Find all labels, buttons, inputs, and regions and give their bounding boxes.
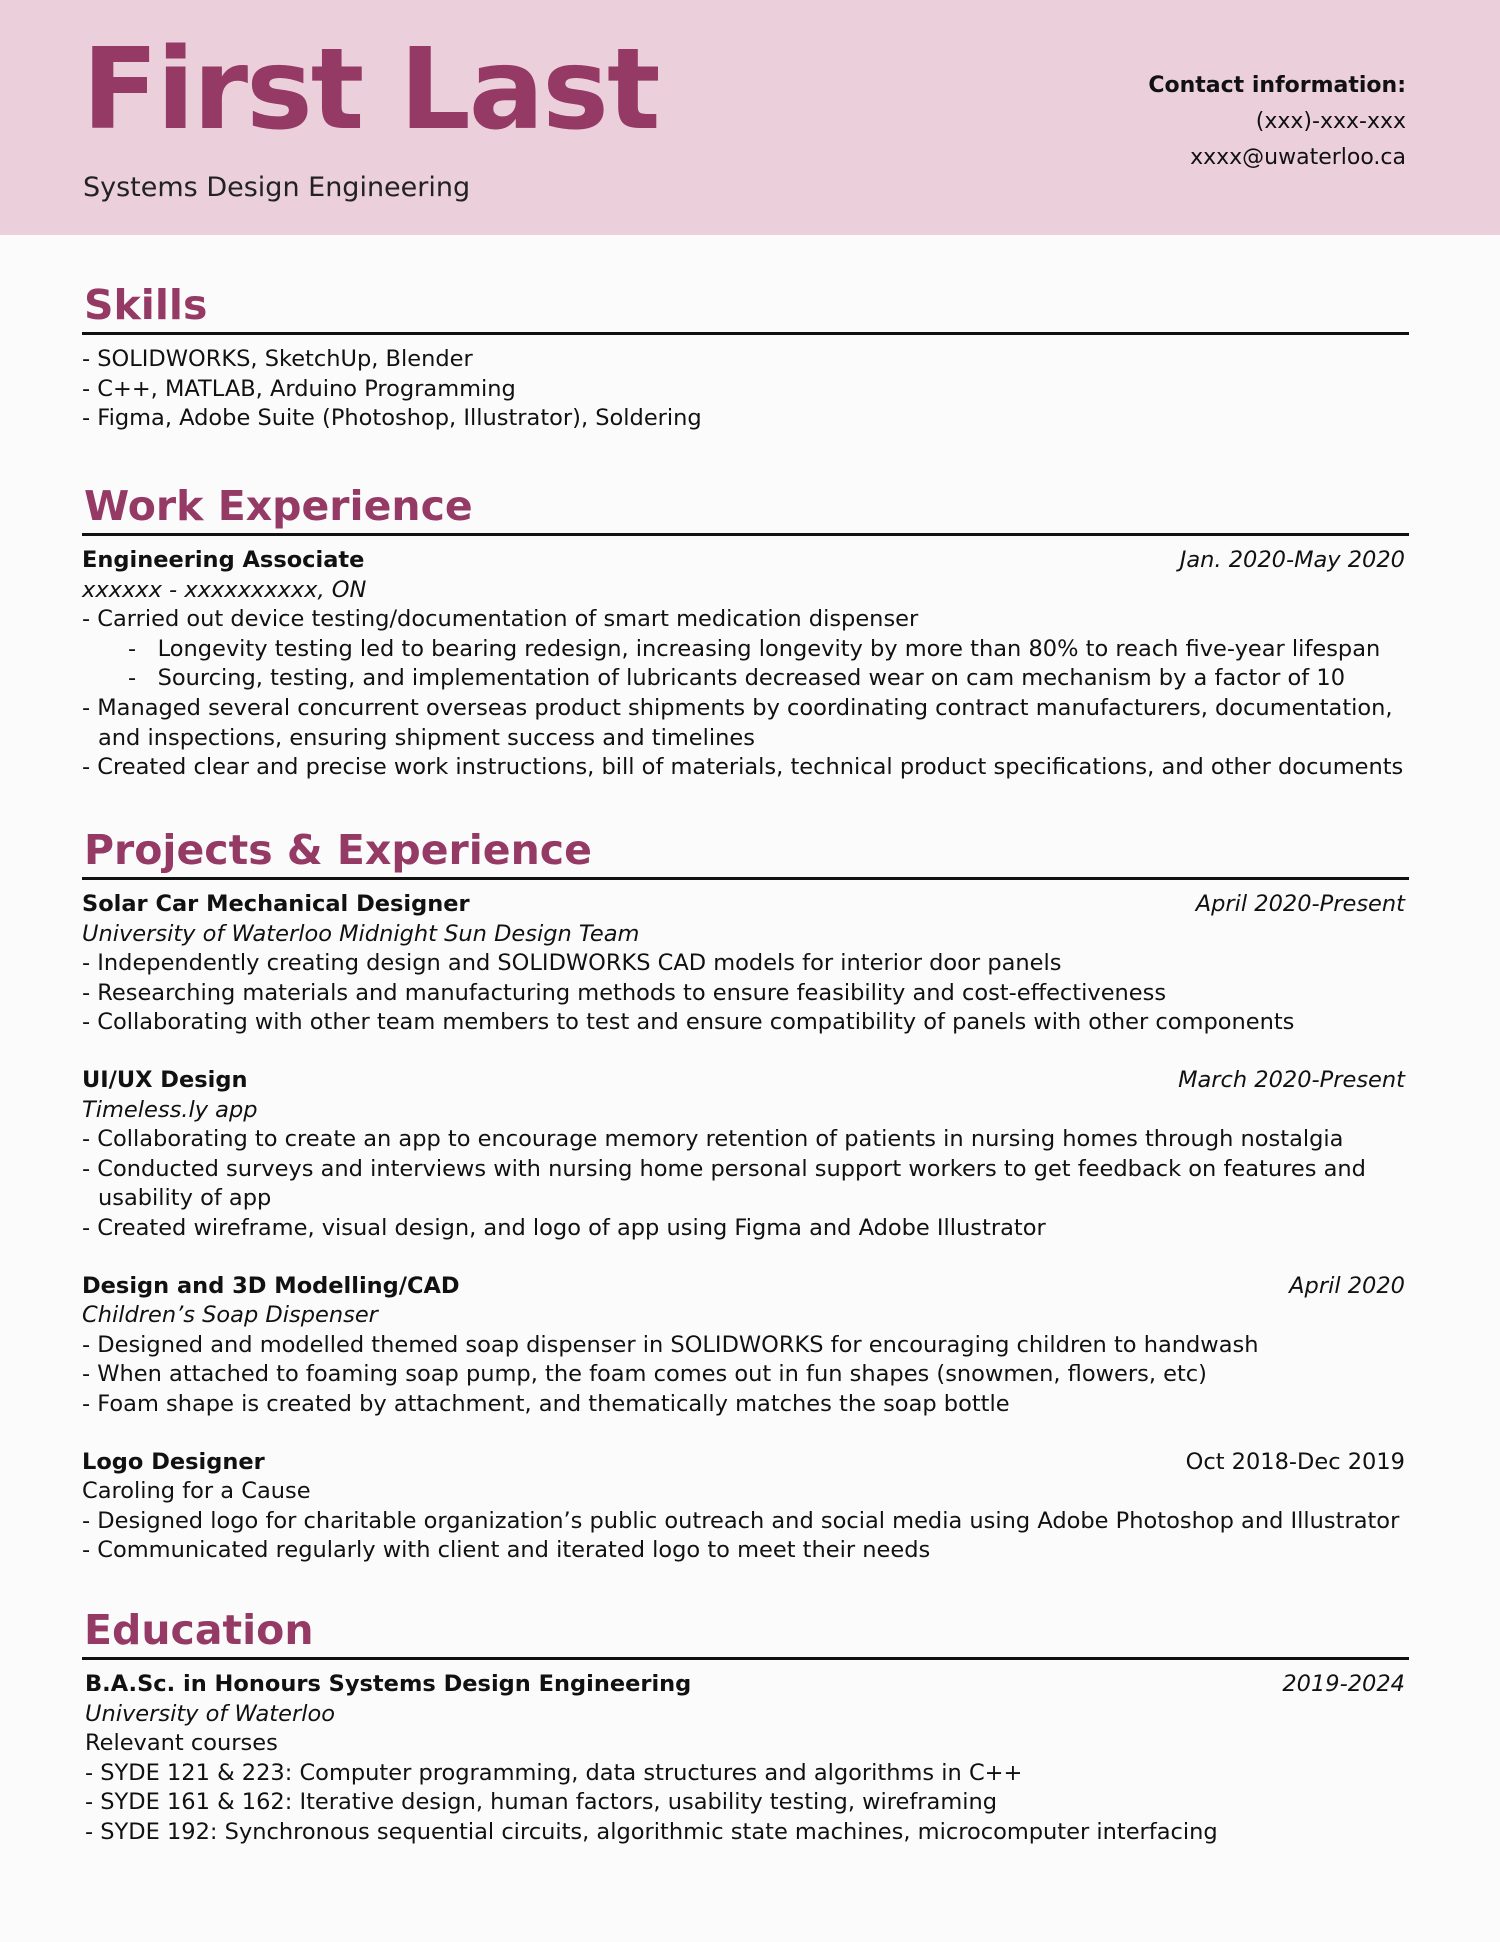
skill-item: - SOLIDWORKS, SketchUp, Blender (82, 346, 473, 372)
project-role (82, 1272, 1409, 1302)
skills-section (82, 280, 1409, 434)
section-divider (82, 1657, 1409, 1660)
contact-phone: (xxx)-xxx-xxx (1255, 109, 1406, 134)
project-bullet: - Conducted surveys and interviews with nursing home personal support workers to get feedback on features and (82, 1155, 1366, 1182)
project-role (82, 890, 1409, 920)
job-org: xxxxxx - xxxxxxxxxx, ON (82, 576, 367, 603)
courses-label: Relevant courses (85, 1730, 278, 1757)
course-item: - SYDE 161 & 162: Iterative design, human factors, usability testing, wireframing (85, 1789, 998, 1816)
skills-list (82, 345, 1409, 434)
program-name: Systems Design Engineering (83, 172, 471, 203)
skill-item: - Figma, Adobe Suite (Photoshop, Illustrator), Soldering (82, 405, 702, 432)
project-date: April 2020-Present (1195, 891, 1405, 917)
job-bullet: - Carried out device testing/documentation of smart medication dispenser (82, 606, 919, 633)
degree-text: B.A.Sc. in Honours Systems Design Engineering (85, 1671, 692, 1697)
project-bullet: - Collaborating to create an app to encourage memory retention of patients in nursing homes through nostalgia (82, 1126, 1344, 1153)
contact-block (1148, 68, 1406, 176)
job-bullet-continuation: and inspections, ensuring shipment success and timelines (98, 724, 755, 751)
candidate-name: First Last (82, 25, 659, 155)
project-date: April 2020 (1289, 1272, 1405, 1299)
projects-list (82, 890, 1409, 1566)
contact-label: Contact information: (1148, 73, 1406, 98)
project-bullet-continuation: usability of app (98, 1185, 272, 1212)
spacer (82, 1038, 1409, 1066)
project-role-text: UI/UX Design (82, 1066, 248, 1093)
project-org: Timeless.ly app (82, 1096, 258, 1123)
project-bullet: - Communicated regularly with client and iterated logo to meet their needs (82, 1537, 931, 1564)
project-org: Caroling for a Cause (82, 1478, 311, 1505)
job-bullet: - Created clear and precise work instructions, bill of materials, technical product specifications, and other documents (82, 754, 1404, 781)
section-divider (82, 877, 1409, 880)
project-bullet: - Independently creating design and SOLIDWORKS CAD models for interior door panels (82, 950, 1062, 977)
project-bullet: - Collaborating with other team members to test and ensure compatibility of panels with other components (82, 1009, 1295, 1036)
project-bullet: - When attached to foaming soap pump, the foam comes out in fun shapes (snowmen, flowers, etc) (82, 1361, 1207, 1388)
job-role (82, 546, 1409, 576)
project-bullet: - Researching materials and manufacturing methods to ensure feasibility and cost-effectiveness (82, 979, 1167, 1006)
header-banner (0, 0, 1500, 235)
job-role-text: Engineering Associate (82, 547, 365, 573)
spacer (82, 1420, 1409, 1448)
education-entry (82, 1670, 1409, 1848)
project-role-text: Logo Designer (82, 1448, 265, 1475)
work-section (82, 481, 1409, 783)
job-entry (82, 546, 1409, 783)
degree (82, 1670, 1409, 1700)
section-title-projects: Projects & Experience (84, 826, 592, 874)
project-role-text: Design and 3D Modelling/CAD (82, 1272, 460, 1299)
project-date: March 2020-Present (1178, 1066, 1405, 1093)
school: University of Waterloo (85, 1700, 335, 1727)
project-date: Oct 2018-Dec 2019 (1185, 1448, 1405, 1475)
section-title-skills: Skills (84, 281, 208, 329)
section-divider (82, 533, 1409, 536)
project-bullet: - Designed logo for charitable organization’s public outreach and social media using Adobe Photoshop and Illustrator (82, 1507, 1400, 1534)
job-date: Jan. 2020-May 2020 (1179, 547, 1405, 573)
job-sub-bullet: - Sourcing, testing, and implementation of lubricants decreased wear on cam mechanism by a factor of 10 (128, 665, 1346, 692)
spacer (82, 1244, 1409, 1272)
project-org: University of Waterloo Midnight Sun Design Team (82, 920, 640, 947)
education-section (82, 1605, 1409, 1848)
job-bullet: - Managed several concurrent overseas product shipments by coordinating contract manufacturers, documentation, (82, 694, 1393, 721)
section-divider (82, 332, 1409, 335)
course-item: - SYDE 121 & 223: Computer programming, data structures and algorithms in C++ (85, 1759, 1023, 1786)
project-org: Children’s Soap Dispenser (82, 1302, 378, 1329)
section-title-education: Education (84, 1606, 314, 1654)
job-sub-bullet: - Longevity testing led to bearing redesign, increasing longevity by more than 80% to reach five-year lifespan (128, 635, 1381, 662)
project-bullet: - Foam shape is created by attachment, and thematically matches the soap bottle (82, 1390, 1010, 1417)
project-bullet: - Designed and modelled themed soap dispenser in SOLIDWORKS for encouraging children to handwash (82, 1331, 1259, 1358)
skill-item: - C++, MATLAB, Arduino Programming (82, 375, 516, 402)
project-bullet: - Created wireframe, visual design, and logo of app using Figma and Adobe Illustrator (82, 1214, 1046, 1241)
project-role (82, 1448, 1409, 1478)
project-role (82, 1066, 1409, 1096)
course-item: - SYDE 192: Synchronous sequential circuits, algorithmic state machines, microcomputer interfacing (85, 1818, 1218, 1845)
section-title-work: Work Experience (84, 482, 473, 530)
degree-date: 2019-2024 (1282, 1671, 1405, 1697)
project-role-text: Solar Car Mechanical Designer (82, 891, 470, 917)
contact-email[interactable]: xxxx@uwaterloo.ca (1190, 145, 1406, 170)
projects-section (82, 825, 1409, 1566)
